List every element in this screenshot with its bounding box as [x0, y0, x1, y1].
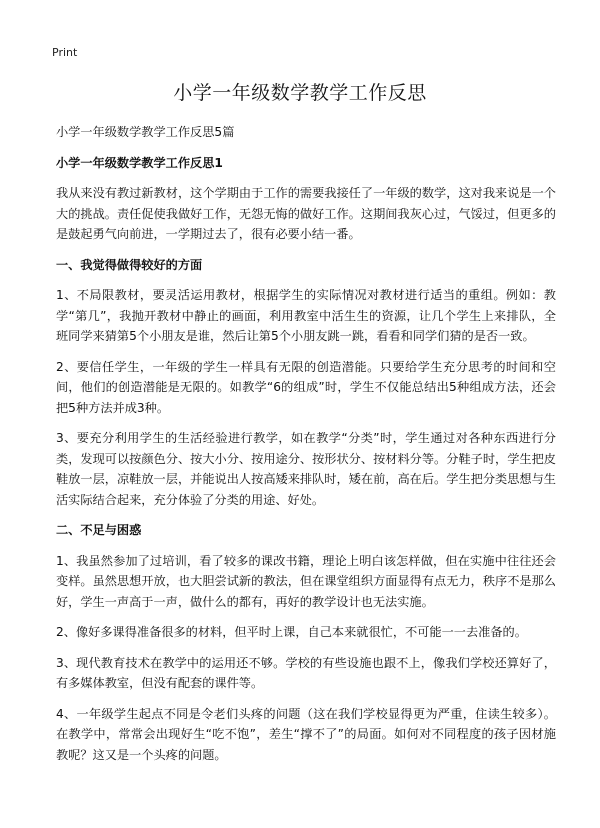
paragraph: 2、要信任学生，一年级的学生一样具有无限的创造潜能。只要给学生充分思考的时间和空间，他们的创造潜能是无限的。如教学“6的组成”时，学生不仅能总结出5种组成方法，还会把5种方法并成3种。	[56, 359, 556, 415]
paragraph: 3、现代教育技术在教学中的运用还不够。学校的有些设施也跟不上，像我们学校还算好了，有多媒体教室，但没有配套的课件等。	[56, 655, 556, 690]
document-body	[56, 122, 556, 775]
paragraph: 1、我虽然参加了过培训，看了较多的课改书籍，理论上明白该怎样做，但在实施中往往还会变样。虽然思想开放，也大胆尝试新的教法，但在课堂组织方面显得有点无力，秩序不是那么好，学生一声高于一声，做什么的都有，再好的教学设计也无法实施。	[56, 553, 556, 609]
section-heading-strengths: 一、我觉得做得较好的方面	[56, 257, 203, 272]
article-title: 小学一年级数学教学工作反思1	[56, 155, 223, 170]
page-title: 小学一年级数学教学工作反思	[173, 82, 427, 104]
intro-paragraph: 我从来没有教过新教材，这个学期由于工作的需要我接任了一年级的数学，这对我来说是一个大的挑战。责任促使我做好工作，无怨无悔的做好工作。这期间我灰心过，气馁过，但更多的是鼓起勇气向前进，一学期过去了，很有必要小结一番。	[56, 186, 556, 241]
section-heading-shortcomings: 二、不足与困惑	[56, 523, 142, 537]
document-subtitle: 小学一年级数学教学工作反思5篇	[56, 125, 235, 139]
paragraph: 4、一年级学生起点不同是令老们头疼的问题（这在我们学校显得更为严重，住读生较多）。在教学中，常常会出现好生“吃不饱”，差生“撑不了”的局面。如何对不同程度的孩子因材施教呢？这又是一个头疼的问题。	[56, 706, 556, 762]
paragraph: 1、不局限教材，要灵活运用教材，根据学生的实际情况对教材进行适当的重组。例如：教学“第几”，我抛开教材中静止的画面，利用教室中活生生的资源，让几个学生上来排队，全班同学来猜第5个小朋友是谁，然后让第5个小朋友跳一跳，看看和同学们猜的是否一致。	[56, 288, 556, 343]
paragraph: 2、像好多课得准备很多的材料，但平时上课，自己本来就很忙，不可能一一去准备的。	[56, 625, 527, 639]
print-link[interactable]: Print	[52, 46, 78, 59]
paragraph: 3、要充分利用学生的生活经验进行教学，如在教学“分类”时，学生通过对各种东西进行分类，发现可以按颜色分、按大小分、按用途分、按形状分、按材料分等。分鞋子时，学生把皮鞋放一层，凉鞋放一层，并能说出人按高矮来排队时，矮在前，高在后。学生把分类思想与生活实际结合起来，充分体验了分类的用途、好处。	[56, 431, 556, 507]
